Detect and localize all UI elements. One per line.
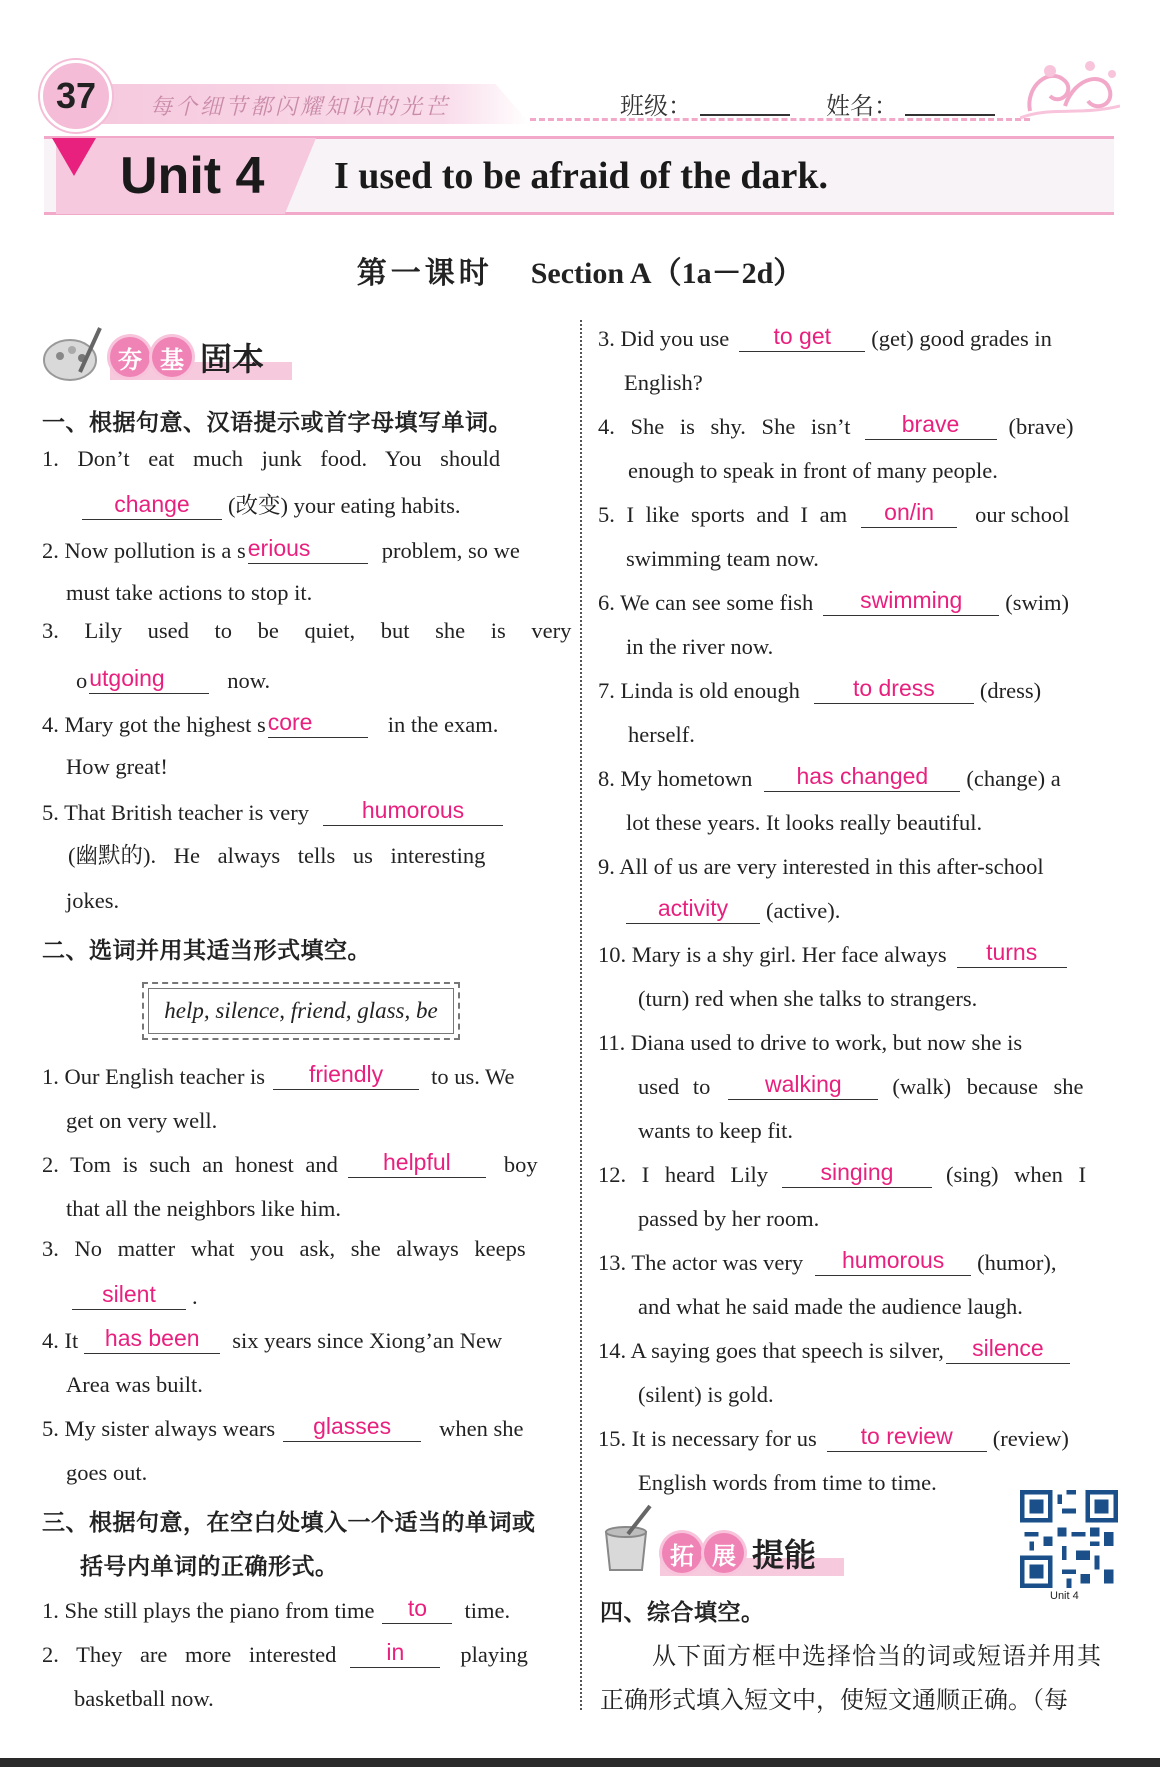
answer-blank: to get <box>739 321 865 352</box>
section2-title: 提能 <box>752 1536 817 1574</box>
answer-blank: in <box>350 1637 440 1668</box>
r-q4-line1 <box>598 406 1073 440</box>
part2-heading: 二、选词并用其适当形式填空。 <box>42 938 371 964</box>
qr-code-icon <box>1020 1490 1118 1588</box>
answer-blank: utgoing <box>89 663 209 694</box>
badge-3: 拓 <box>662 1533 702 1573</box>
p1-q5-line2 <box>68 836 485 870</box>
section1-heading <box>110 334 264 380</box>
text: passed by her room. <box>638 1206 820 1231</box>
r-q12-line1 <box>598 1154 1086 1188</box>
p2-q4-line2 <box>66 1364 203 1398</box>
lesson-en: Section A（1a－2d） <box>530 257 804 290</box>
r-q8-line2 <box>626 802 982 836</box>
text: (幽默的). He always tells us interesting <box>68 843 486 868</box>
page-number: 37 <box>40 60 112 132</box>
p1-q5-line1 <box>42 792 509 826</box>
answer-blank: friendly <box>273 1059 419 1090</box>
answer-blank: to review <box>827 1421 987 1452</box>
text: jokes. <box>66 888 120 913</box>
text: problem, so we <box>381 538 520 563</box>
name-label: 姓名： <box>826 92 898 120</box>
text: (active). <box>766 898 841 923</box>
p3-q2-line1 <box>42 1634 528 1668</box>
text: English? <box>624 370 703 395</box>
p2-q1-line1 <box>42 1056 514 1090</box>
class-blank <box>700 114 790 116</box>
part4-para-line1: 从下面方框中选择恰当的词或短语并用其 <box>652 1642 1102 1670</box>
triangle-marker-icon <box>52 138 96 176</box>
answer-blank: brave <box>865 409 997 440</box>
p2-q2-line1 <box>42 1144 538 1178</box>
text: in the exam. <box>387 712 499 737</box>
name-blank <box>905 114 995 116</box>
part4-heading: 四、综合填空。 <box>600 1600 765 1626</box>
text: (改变) your eating habits. <box>228 493 461 518</box>
r-q10-line2 <box>638 978 977 1012</box>
section2-heading <box>662 1530 816 1576</box>
answer-blank: has changed <box>764 761 960 792</box>
text: . <box>192 1284 198 1309</box>
p1-q5-line3 <box>66 880 119 914</box>
answer-blank: turns <box>957 937 1067 968</box>
answer-blank: erious <box>248 533 368 564</box>
answer-blank: silence <box>946 1333 1070 1364</box>
text: 13. The actor was very <box>598 1250 804 1275</box>
answer-blank: has been <box>84 1323 220 1354</box>
text: 8. My hometown <box>598 766 753 791</box>
text: o <box>76 668 88 693</box>
answer-blank: singing <box>782 1157 932 1188</box>
text: 1. She still plays the piano from time <box>42 1598 375 1623</box>
r-q15-line2 <box>638 1462 937 1496</box>
answer-blank: activity <box>626 893 760 924</box>
r-q7-line1 <box>598 670 1041 704</box>
answer-blank: helpful <box>348 1147 486 1178</box>
text: (review) <box>992 1426 1069 1451</box>
r-q9-line2 <box>622 890 840 924</box>
text: 11. Diana used to drive to work, but now she is <box>598 1030 1023 1055</box>
text: (sing) when I <box>945 1162 1086 1187</box>
answer-blank: to dress <box>814 673 974 704</box>
header-motto: 每个细节都闪耀知识的光芒 <box>150 95 451 120</box>
p1-q2-line1 <box>42 530 562 564</box>
p2-q5-line1 <box>42 1408 523 1442</box>
text: 6. We can see some fish <box>598 590 814 615</box>
class-label: 班级： <box>620 92 692 120</box>
r-q7-line2 <box>628 714 695 748</box>
column-divider <box>580 320 582 1710</box>
text: 14. A saying goes that speech is silver, <box>598 1338 944 1363</box>
answer-blank: silent <box>72 1279 186 1310</box>
text: (dress) <box>979 678 1042 703</box>
text: 4. Mary got the highest s <box>42 712 266 737</box>
text: boy <box>503 1152 538 1177</box>
p1-q1-line1 <box>42 446 560 472</box>
text: 3. No matter what you ask, she always keeps <box>42 1236 526 1261</box>
text: must take actions to stop it. <box>66 580 313 605</box>
r-q14-line1 <box>598 1330 1076 1364</box>
p2-q3-line2 <box>68 1276 198 1310</box>
r-q12-line2 <box>638 1198 819 1232</box>
r-q3-line2 <box>624 362 703 396</box>
text: get on very well. <box>66 1108 218 1133</box>
p2-q2-line2 <box>66 1188 341 1222</box>
r-q4-line2 <box>628 450 998 484</box>
text: basketball now. <box>74 1686 214 1711</box>
r-q14-line2 <box>638 1374 774 1408</box>
r-q15-line1 <box>598 1418 1069 1452</box>
r-q11-line3 <box>638 1110 793 1144</box>
p3-q2-line2 <box>74 1678 214 1712</box>
p1-q3-line1 <box>42 618 572 644</box>
paint-bucket-icon <box>598 1504 658 1574</box>
r-q3-line1 <box>598 318 1052 352</box>
text: that all the neighbors like him. <box>66 1196 341 1221</box>
unit-title: Unit 4 <box>120 147 265 205</box>
answer-blank: walking <box>728 1069 878 1100</box>
badge-4: 展 <box>704 1533 744 1573</box>
text: (change) a <box>966 766 1061 791</box>
text: now. <box>227 668 271 693</box>
text: 2. They are more interested <box>42 1642 337 1667</box>
text: used to <box>638 1074 711 1099</box>
text: (brave) <box>1008 414 1074 439</box>
unit-subtitle: I used to be afraid of the dark. <box>334 155 829 197</box>
word-box <box>142 982 460 1040</box>
lesson-title <box>0 248 1160 292</box>
r-q5-line1 <box>598 494 1069 528</box>
text: 15. It is necessary for us <box>598 1426 817 1451</box>
bottom-bar <box>0 1758 1160 1767</box>
answer-blank: on/in <box>861 497 957 528</box>
p1-q2-line2 <box>66 572 312 606</box>
text: in the river now. <box>626 634 774 659</box>
text: and what he said made the audience laugh. <box>638 1294 1023 1319</box>
text: How great! <box>66 754 168 779</box>
r-q8-line1 <box>598 758 1061 792</box>
text: 5. My sister always wears <box>42 1416 276 1441</box>
part3-heading-line1: 三、根据句意，在空白处填入一个适当的单词或 <box>42 1510 536 1536</box>
r-q11-line2 <box>638 1066 1084 1100</box>
answer-blank: glasses <box>283 1411 421 1442</box>
text: 7. Linda is old enough <box>598 678 800 703</box>
r-q5-line2 <box>626 538 819 572</box>
text: 4. It <box>42 1328 79 1353</box>
text: lot these years. It looks really beautiful. <box>626 810 983 835</box>
r-q6-line2 <box>626 626 773 660</box>
p3-q1-line1 <box>42 1590 510 1624</box>
text: 9. All of us are very interested in this after-school <box>598 854 1044 879</box>
p2-q4-line1 <box>42 1320 502 1354</box>
word-box-text: help, silence, friend, glass, be <box>164 998 438 1023</box>
text: six years since Xiong’an New <box>232 1328 503 1353</box>
r-q13-line1 <box>598 1242 1057 1276</box>
answer-blank: to <box>382 1593 452 1624</box>
text: (swim) <box>1005 590 1069 615</box>
text: 12. I heard Lily <box>598 1162 768 1187</box>
text: time. <box>464 1598 511 1623</box>
text: 10. Mary is a shy girl. Her face always <box>598 942 947 967</box>
answer-blank: humorous <box>815 1245 971 1276</box>
lesson-cn: 第一课时 <box>356 256 493 291</box>
p1-q1-line2 <box>74 486 460 520</box>
badge-1: 夯 <box>110 337 150 377</box>
qr-label: Unit 4 <box>1050 1590 1079 1602</box>
r-q9-line1 <box>598 846 1044 880</box>
flourish-decoration-icon <box>1020 56 1120 122</box>
part3-heading-line2: 括号内单词的正确形式。 <box>80 1554 339 1580</box>
text: (silent) is gold. <box>638 1382 774 1407</box>
text: 1. Don’t eat much junk food. You should <box>42 446 501 471</box>
text: 2. Now pollution is a s <box>42 538 246 563</box>
text: 5. I like sports and I am <box>598 502 848 527</box>
r-q10-line1 <box>598 934 1073 968</box>
text: 3. Did you use <box>598 326 730 351</box>
text: swimming team now. <box>626 546 819 571</box>
palette-icon <box>40 322 104 386</box>
text: 1. Our English teacher is <box>42 1064 266 1089</box>
text: Area was built. <box>66 1372 203 1397</box>
r-q6-line1 <box>598 582 1069 616</box>
text: playing <box>460 1642 528 1667</box>
text: to us. We <box>431 1064 515 1089</box>
p1-q4-line1 <box>42 704 498 738</box>
text: 4. She is shy. She isn’t <box>598 414 851 439</box>
header-dash-line <box>530 118 1030 121</box>
text: 5. That British teacher is very <box>42 800 310 825</box>
text: (turn) red when she talks to strangers. <box>638 986 978 1011</box>
section1-title: 固本 <box>200 340 265 378</box>
p2-q3-line1 <box>42 1236 560 1262</box>
text: (get) good grades in <box>871 326 1052 351</box>
text: goes out. <box>66 1460 148 1485</box>
p1-q3-line2 <box>76 660 270 694</box>
text: wants to keep fit. <box>638 1118 793 1143</box>
badge-2: 基 <box>152 337 192 377</box>
text: 3. Lily used to be quiet, but she is very <box>42 618 572 643</box>
text: (humor), <box>977 1250 1057 1275</box>
r-q11-line1 <box>598 1022 1022 1056</box>
part4-para-line2: 正确形式填入短文中，使短文通顺正确。（每 <box>600 1686 1068 1714</box>
answer-blank: swimming <box>823 585 999 616</box>
text: herself. <box>628 722 695 747</box>
p1-q4-line2 <box>66 746 168 780</box>
text: 2. Tom is such an honest and <box>42 1152 338 1177</box>
answer-blank: change <box>82 489 222 520</box>
text: (walk) because she <box>892 1074 1084 1099</box>
text: English words from time to time. <box>638 1470 937 1495</box>
r-q13-line2 <box>638 1286 1023 1320</box>
text: when she <box>439 1416 524 1441</box>
text: our school <box>975 502 1070 527</box>
answer-blank: core <box>268 707 368 738</box>
answer-blank: humorous <box>323 795 503 826</box>
p2-q5-line2 <box>66 1452 147 1486</box>
part1-heading: 一、根据句意、汉语提示或首字母填写单词。 <box>42 410 512 436</box>
text: enough to speak in front of many people. <box>628 458 998 483</box>
p2-q1-line2 <box>66 1100 217 1134</box>
